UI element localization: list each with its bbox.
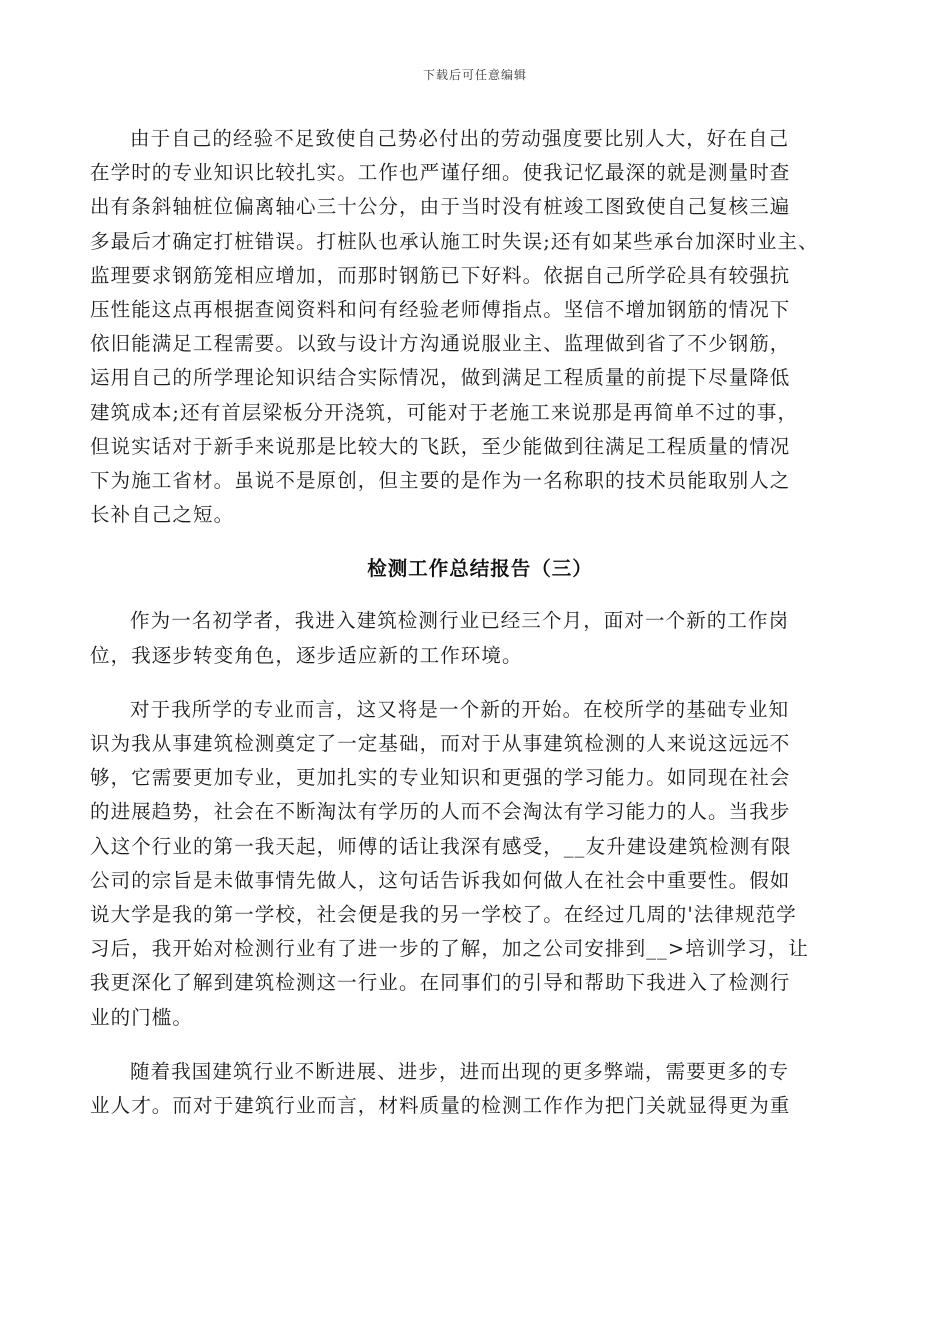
text-line: 但说实话对于新手来说那是比较大的飞跃，至少能做到往满足工程质量的情况 <box>90 434 791 458</box>
text-line: 业人才。而对于建筑行业而言，材料质量的检测工作作为把门关就显得更为重 <box>90 1094 791 1118</box>
text-line: 由于自己的经验不足致使自己势必付出的劳动强度要比别人大，好在自己 <box>130 127 790 150</box>
text-line: 识为我从事建筑检测奠定了一定基础，而对于从事建筑检测的人来说这远远不 <box>90 732 791 756</box>
text-line: 多最后才确定打桩错误。打桩队也承认施工时失误;还有如某些承台加深时业主、 <box>90 229 819 253</box>
text-line: 运用自己的所学理论知识结合实际情况，做到满足工程质量的前提下尽量降低 <box>90 366 791 390</box>
section-title: 检测工作总结报告（三） <box>367 557 593 581</box>
text-line: 监理要求钢筋笼相应增加，而那时钢筋已下好料。依据自己所学砼具有较强抗 <box>90 263 791 287</box>
text-line: 在学时的专业知识比较扎实。工作也严谨仔细。使我记忆最深的就是测量时查 <box>90 161 791 185</box>
paragraph-intro <box>90 604 870 672</box>
text-line: 够，它需要更加专业，更加扎实的专业知识和更强的学习能力。如同现在社会 <box>90 766 791 790</box>
text-line: 入这个行业的第一我天起，师傅的话让我深有感受，__友升建设建筑检测有限 <box>90 834 792 858</box>
text-line: 业的门槛。 <box>90 1005 194 1029</box>
document-body <box>90 122 870 1123</box>
page-header: 下载后可任意编辑 <box>422 68 527 82</box>
text-line: 习后，我开始对检测行业有了进一步的了解，加之公司安排到__>培训学习，让 <box>90 937 809 961</box>
text-line: 随着我国建筑行业不断进展、进步，进而出现的更多弊端，需要更多的专 <box>130 1059 790 1083</box>
text-line: 我更深化了解到建筑检测这一行业。在同事们的引导和帮助下我进入了检测行 <box>90 971 791 995</box>
paragraph-industry <box>90 1055 870 1123</box>
text-line: 出有条斜轴桩位偏离轴心三十公分，由于当时没有桩竣工图致使自己复核三遍 <box>90 195 791 219</box>
text-line: 依旧能满足工程需要。以致与设计方沟通说服业主、监理做到省了不少钢筋， <box>90 332 791 356</box>
paragraph-experience <box>90 122 870 532</box>
text-line: 位，我逐步转变角色，逐步适应新的工作环境。 <box>90 643 523 667</box>
text-line: 的进展趋势，社会在不断淘汰有学历的人而不会淘汰有学习能力的人。当我步 <box>90 800 791 824</box>
text-line: 对于我所学的专业而言，这又将是一个新的开始。在校所学的基础专业知 <box>130 697 790 721</box>
text-line: 说大学是我的第一学校，社会便是我的另一学校了。在经过几周的'法律规范学 <box>90 903 797 927</box>
paragraph-learning <box>90 693 870 1035</box>
text-line: 公司的宗旨是未做事情先做人，这句话告诉我如何做人在社会中重要性。假如 <box>90 868 791 892</box>
text-line: 压性能这点再根据查阅资料和问有经验老师傅指点。坚信不增加钢筋的情况下 <box>90 298 791 322</box>
text-line: 建筑成本;还有首层梁板分开浇筑，可能对于老施工来说那是再简单不过的事， <box>90 400 799 424</box>
text-line: 长补自己之短。 <box>90 503 235 527</box>
text-line: 作为一名初学者，我进入建筑检测行业已经三个月，面对一个新的工作岗 <box>130 609 790 633</box>
text-line: 下为施工省材。虽说不是原创，但主要的是作为一名称职的技术员能取别人之 <box>90 469 791 493</box>
